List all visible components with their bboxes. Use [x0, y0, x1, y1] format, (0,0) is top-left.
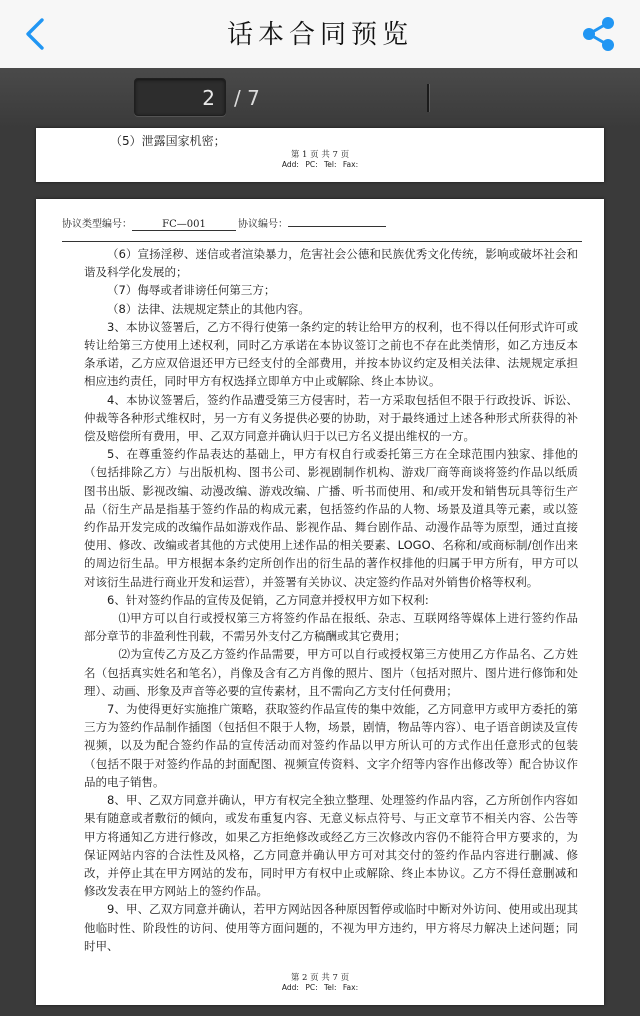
page-title: 话本合同预览 — [226, 20, 413, 50]
toolbar-divider — [427, 84, 429, 112]
page-number-input[interactable]: 2 — [134, 78, 226, 116]
agreement-number-value — [288, 226, 386, 227]
paragraph: 7、为使得更好实施推广策略，获取签约作品宣传的集中效能，乙方同意甲方或甲方委托的第三方为签约作品制作插图（包括但不限于人物，场景，剧情，物品等内容）、电子语音朗读及宣传视频，以及为配合签约作品的宣传活动而对签约作品以甲方所认可的方式作出任意形式的包装（包括不限于对签约作品的封面配图、视频宣传资料、文字介绍等内容作出修改等）配合协议作品的电子销售。 — [84, 702, 578, 789]
total-pages-label: / 7 — [234, 86, 260, 110]
paragraph: （6）宣扬淫秽、迷信或者渲染暴力，危害社会公德和民族优秀文化传统，影响或破坏社会和谐及科学化发展的； — [84, 247, 578, 280]
page-1-footer-contact: Add: PC: Tel: Fax: — [281, 160, 359, 169]
paragraph: 6、针对签约作品的宣传及促销，乙方同意并授权甲方如下权利: — [107, 592, 429, 607]
paragraph: 8、甲、乙双方同意并确认，甲方有权完全独立整理、处理签约作品内容，乙方所创作内容如果有随意或者敷衍的倾向，或发布重复内容、无意义标点符号、与正文章节不相关内容、公告等甲方将通知乙方进行修改，如果乙方拒绝修改或经乙方三次修改内容仍不能符合甲方要求的，为保证网站内容的合法性及风格，乙方同意并确认甲方可对其交付的签约作品内容进行删减、修改，并停止其在甲方网站的发布，同时甲方有权中止或解除、终止本协议。乙方不得任意删减和修改发表在甲方网站上的签约作品。 — [84, 793, 578, 899]
paragraph: 5、在尊重签约作品表达的基础上，甲方有权自行或委托第三方在全球范围内独家、排他的（包括排除乙方）与出版机构、图书公司、影视剧制作机构、游戏厂商等商谈将签约作品以纸质图书出版、影视改编、动漫改编、游戏改编、广播、听书而使用、和/或开发和销售玩具等衍生产品（衍生产品是指基于签约作品的构成元素，包括签约作品的人物、场景及道具等元素，或以签约作品开发完成的改编作品如游戏作品、影视作品、舞台剧作品、动漫作品等为原型，通过直接使用、修改、改编或者其他的方式使用上述作品的相关要素、LOGO、名称和/或商标制/创作出来的周边衍生品。甲方根据本条约定所创作出的衍生品的著作权排他的归属于甲方所有，甲方可以对该衍生品进行商业开发和运营），并签署有关协议、决定签约作品对外销售价格等权利。 — [84, 447, 578, 589]
paragraph: 4、本协议签署后，签约作品遭受第三方侵害时，若一方采取包括但不限于行政投诉、诉讼、仲裁等各种形式维权时，另一方有义务提供必要的协助，对于最终通过上述各种形式所获得的补偿及赔偿所有费用，甲、乙双方同意并确认归于以已方名义提出维权的一方。 — [84, 392, 578, 444]
agreement-type-value: FC—001 — [132, 219, 236, 231]
page-2-footer-contact: Add: PC: Tel: Fax: — [281, 983, 359, 992]
paragraph: （8）法律、法规规定禁止的其他内容。 — [107, 301, 310, 316]
agreement-type-label: 协议类型编号： — [62, 219, 132, 230]
page-1-footer-page-number: 第 1 页 共 7 页 — [290, 150, 350, 160]
paragraph: ⑴甲方可以自行或授权第三方将签约作品在报纸、杂志、互联网络等媒体上进行签约作品部分章节的非盈利性刊载，不需另外支付乙方稿酬或其它费用； — [84, 611, 578, 644]
paragraph: 3、本协议签署后，乙方不得行使第一条约定的转让给甲方的权利，也不得以任何形式许可或转让给第三方使用上述权利，同时乙方承诺在本协议签订之前也不存在此类情形，如乙方违反本条承诺，乙方应双倍退还甲方已经支付的全部费用，并按本协议约定及相关法律、法规规定承担相应违约责任，同时甲方有权选择立即单方中止或解除、终止本协议。 — [84, 319, 578, 389]
paragraph: （7）侮辱或者诽谤任何第三方； — [107, 283, 276, 298]
navigation-bar — [0, 0, 640, 69]
paragraph: ⑵为宣传乙方及乙方签约作品需要，甲方可以自行或授权第三方使用乙方作品名、乙方姓名（包括真实姓名和笔名），肖像及含有乙方肖像的照片、图片（包括对照片、图片进行修饰和处理）、动画、形象及声音等必要的宣传素材，且不需向乙方支付任何费用； — [84, 647, 578, 698]
page-2-footer-page-number: 第 2 页 共 7 页 — [290, 973, 350, 983]
document-page-1 — [36, 128, 604, 182]
page-1-last-line: （5）泄露国家机密； — [110, 134, 226, 148]
share-icon — [578, 14, 618, 54]
share-button[interactable] — [578, 14, 618, 54]
agreement-number-label: 协议编号： — [238, 219, 288, 230]
document-body — [84, 245, 578, 955]
pdf-toolbar — [0, 68, 640, 128]
document-header — [62, 213, 582, 242]
document-page-2 — [36, 199, 604, 1005]
paragraph: 9、甲、乙双方同意并确认，若甲方网站因各种原因暂停或临时中断对外访问、使用或出现其他临时性、阶段性的访问、使用等方面问题的，不视为甲方违约，甲方将尽力解决上述问题；同时甲、 — [84, 902, 578, 953]
